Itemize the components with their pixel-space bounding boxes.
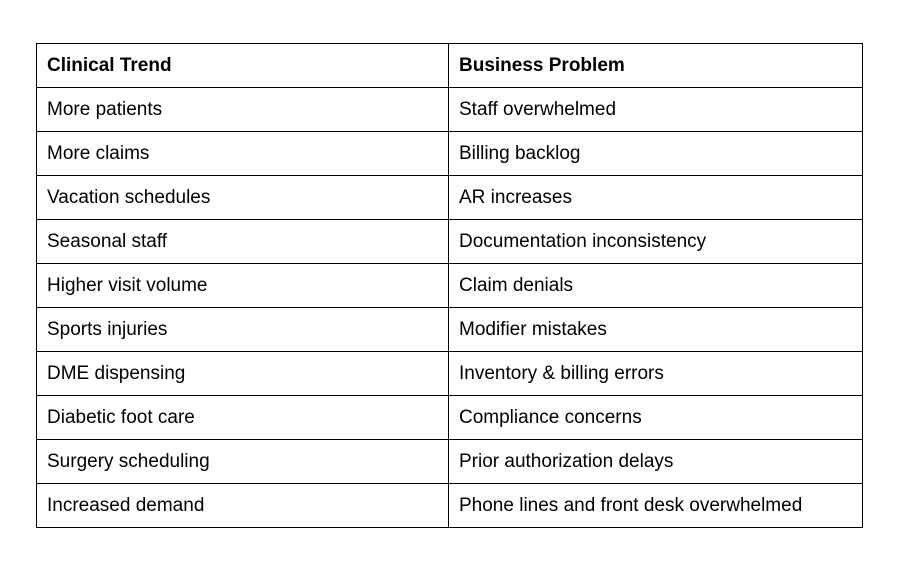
business-problem-cell: Staff overwhelmed: [449, 88, 863, 132]
clinical-trend-cell: Surgery scheduling: [37, 440, 449, 484]
table-row: [37, 308, 863, 352]
business-problem-cell: Documentation inconsistency: [449, 220, 863, 264]
business-problem-cell: Phone lines and front desk overwhelmed: [449, 484, 863, 528]
trend-problem-table: [36, 43, 863, 528]
business-problem-cell: Compliance concerns: [449, 396, 863, 440]
business-problem-cell: AR increases: [449, 176, 863, 220]
clinical-trend-cell: Increased demand: [37, 484, 449, 528]
clinical-trend-cell: Vacation schedules: [37, 176, 449, 220]
table-row: [37, 220, 863, 264]
clinical-trend-cell: More claims: [37, 132, 449, 176]
business-problem-cell: Prior authorization delays: [449, 440, 863, 484]
column-header-clinical-trend: Clinical Trend: [37, 44, 449, 88]
table-row: [37, 88, 863, 132]
table-row: [37, 132, 863, 176]
table-row: [37, 176, 863, 220]
table-row: [37, 396, 863, 440]
clinical-trend-cell: Seasonal staff: [37, 220, 449, 264]
column-header-business-problem: Business Problem: [449, 44, 863, 88]
clinical-trend-cell: More patients: [37, 88, 449, 132]
clinical-trend-cell: Sports injuries: [37, 308, 449, 352]
clinical-trend-cell: Diabetic foot care: [37, 396, 449, 440]
business-problem-cell: Billing backlog: [449, 132, 863, 176]
table-row: [37, 484, 863, 528]
table-row: [37, 264, 863, 308]
business-problem-cell: Claim denials: [449, 264, 863, 308]
clinical-trend-cell: Higher visit volume: [37, 264, 449, 308]
table-row: [37, 440, 863, 484]
business-problem-cell: Modifier mistakes: [449, 308, 863, 352]
business-problem-cell: Inventory & billing errors: [449, 352, 863, 396]
clinical-trend-cell: DME dispensing: [37, 352, 449, 396]
table-header-row: [37, 44, 863, 88]
table-row: [37, 352, 863, 396]
